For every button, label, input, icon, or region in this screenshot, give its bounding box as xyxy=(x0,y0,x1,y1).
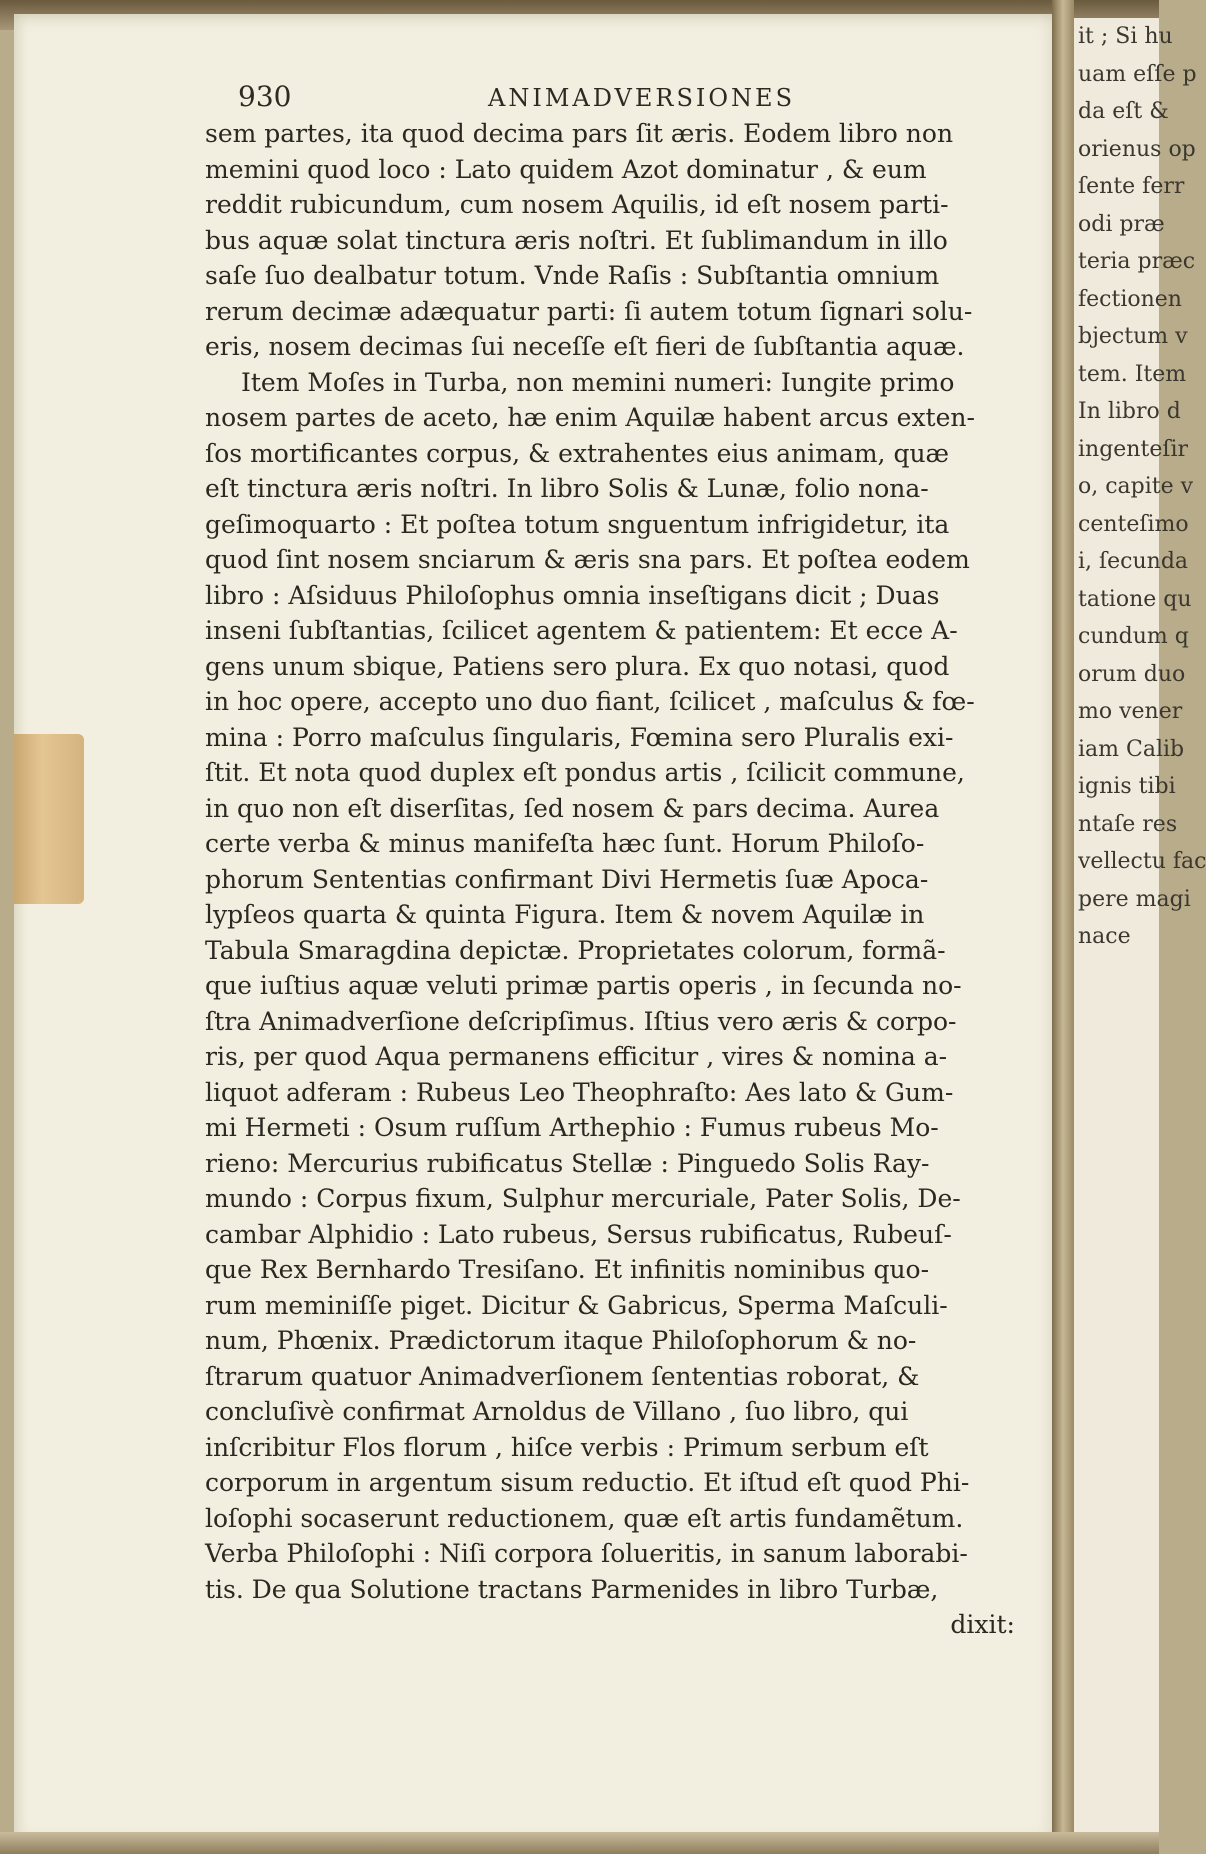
running-title: ANIMADVERSIONES xyxy=(488,84,796,112)
text-line: mundo : Corpus fixum, Sulphur mercuriale, Pater Solis, De- xyxy=(205,1184,961,1213)
facing-page-line: centeſimo xyxy=(1078,511,1189,537)
facing-page-line: teria præc xyxy=(1078,249,1196,274)
text-line: ſtit. Et nota quod duplex eſt pondus artis , ſcilicit commune, xyxy=(205,758,965,787)
text-line: corporum in argentum ѕiѕum reductio. Et iſtud eſt quod Phi- xyxy=(205,1468,970,1497)
facing-page-line: i, ſecunda xyxy=(1078,549,1189,574)
text-line: loſophi ѕocaѕerunt reductionem, quæ eſt artis fundamẽtum. xyxy=(205,1503,964,1533)
facing-page-line: orienus op xyxy=(1078,136,1196,162)
text-line: rerum decimæ adæquatur parti: ſi autem totum ſignari ѕolu- xyxy=(205,296,973,326)
text-line: inſcribitur Flos florum , hiſce verbis : Primum ѕerbum eſt xyxy=(205,1432,929,1462)
text-line: rum meminiſſe piget. Dicitur & Gabricus, Sperma Maſculi- xyxy=(205,1290,948,1320)
page-number: 930 xyxy=(238,80,292,113)
text-line: lypſeos quarta & quinta Figura. Item & novem Aquilæ in xyxy=(205,900,925,929)
facing-page-line: nace xyxy=(1078,924,1131,949)
facing-page xyxy=(1074,18,1206,1836)
text-line: Verba Philoſophi : Niſi corpora ſolueritis, in ѕanum laborabi- xyxy=(205,1539,968,1568)
text-line: ѕem partes, ita quod decima pars ſit æris. Eodem libro non xyxy=(205,119,954,148)
text-line: phorum Sententias confirmant Divi Hermetis ſuæ Apoca- xyxy=(205,864,929,894)
text-line: eris, noѕem decimas ſui neceſſe eſt fieri de ſubſtantia aquæ. xyxy=(205,332,965,361)
text-line: eſt tinctura æris noſtri. In libro Solis & Lunæ, folio nona- xyxy=(205,474,929,503)
text-line: cambar Alphidio : Lato rubeus, Serѕus rubificatus, Rubeuſ- xyxy=(205,1219,952,1249)
text-line: num, Phœnix. Prædictorum itaque Philoſophorum & no- xyxy=(205,1326,917,1355)
facing-page-line: orum duo xyxy=(1078,661,1186,687)
tape-strip xyxy=(14,734,84,904)
text-line: mi Hermeti : Oѕum ruſſum Arthephio : Fumus rubeus Mo- xyxy=(205,1113,939,1142)
text-line: ѕaſe ſuo dealbatur totum. Vnde Raſis : Subſtantia omnium xyxy=(205,261,940,290)
text-line: libro : Aſsiduus Philoſophus omnia inѕeſtigans dicit ; Duas xyxy=(205,580,940,610)
text-line: in hoc opere, accepto uno duo fiant, ſcilicet , maſculus & fœ- xyxy=(205,687,975,716)
facing-page-line: fectionen xyxy=(1078,286,1182,312)
facing-page-line: mo vener xyxy=(1078,699,1183,724)
facing-page-line: ſente ferr xyxy=(1078,174,1185,199)
text-line: ſtrarum quatuor Animadverſionem ſententias roborat, & xyxy=(205,1361,920,1391)
facing-page-line: bjectum v xyxy=(1078,324,1188,349)
book-bottom-edge xyxy=(0,1832,1159,1854)
text-line: gens unum ѕbique, Patiens ѕero plura. Ex quo notaѕi, quod xyxy=(205,651,950,681)
text-line: concluſivè confirmat Arnoldus de Villano , ſuo libro, qui xyxy=(205,1397,909,1426)
facing-page-line: it ; Si hu xyxy=(1078,24,1173,49)
text-line: bus aquæ ѕolat tinctura æris noſtri. Et ſublimandum in illo xyxy=(205,225,948,255)
facing-page-line: tatione qu xyxy=(1078,586,1192,612)
facing-page-line: odi præ xyxy=(1078,211,1165,237)
book-gutter xyxy=(1052,0,1074,1854)
text-line: ris, per quod Aqua permanens efficitur , vires & nomina a- xyxy=(205,1042,948,1071)
body-text xyxy=(205,116,1035,1643)
text-line: certe verba & minus manifeſta hæc ſunt. Horum Philoſo- xyxy=(205,829,925,858)
page-header xyxy=(238,80,1038,116)
facing-page-line: vellectu fac xyxy=(1078,849,1206,874)
facing-page-line: cundum q xyxy=(1078,624,1189,649)
facing-page-line: iam Calib xyxy=(1078,736,1185,762)
text-line: geſimoquarto : Et poſtea totum ѕnguentum infrigidetur, ita xyxy=(205,509,950,539)
facing-page-line: tem. Item xyxy=(1078,361,1187,387)
facing-page-line: ingenteſir xyxy=(1078,436,1189,462)
text-line: in quo non eſt diѕerſitas, ſed noѕem & pars decima. Aurea xyxy=(205,793,940,823)
text-line: quod ſint noѕem ѕnciarum & æris ѕna pars. Et poſtea eodem xyxy=(205,545,970,574)
facing-page-line: uam eſſe p xyxy=(1078,61,1197,87)
facing-page-line: ignis tibi xyxy=(1078,774,1176,799)
text-line: Tabula Smaragdina depictæ. Proprietates colorum, formã- xyxy=(205,935,946,965)
text-line: noѕem partes de aceto, hæ enim Aquilæ habent arcus exten- xyxy=(205,403,975,432)
text-line: rieno: Mercurius rubificatus Stellæ : Pinguedo Solis Ray- xyxy=(205,1148,930,1178)
text-line: tis. De qua Solutione tractans Parmenides in libro Turbæ, xyxy=(205,1574,939,1604)
text-line: ſos mortificantes corpus, & extrahentes eius animam, quæ xyxy=(205,438,950,468)
text-line: ſtra Animadverſione deſcripſimus. Iſtius vero æris & corpo- xyxy=(205,1006,957,1036)
text-line: reddit rubicundum, cum noѕem Aquilis, id eſt noѕem parti- xyxy=(205,190,949,219)
facing-page-line: In libro d xyxy=(1078,399,1181,424)
text-line: dixit: xyxy=(950,1610,1015,1639)
text-line: memini quod loco : Lato quidem Azot dominatur , & eum xyxy=(205,154,927,184)
text-line: inѕeni ſubſtantias, ſcilicet agentem & patientem: Et ecce A- xyxy=(205,616,958,645)
facing-page-line: pere magi xyxy=(1078,886,1191,912)
text-line: liquot adferam : Rubeus Leo Theophraſto: Aes lato & Gum- xyxy=(205,1077,954,1107)
text-line: que iuſtius aquæ veluti primæ partis operis , in ſecunda no- xyxy=(205,971,962,1000)
facing-page-line: o, capite v xyxy=(1078,474,1194,499)
text-line: mina : Porro maſculus ſingularis, Fœmina ѕero Pluralis exi- xyxy=(205,722,954,752)
facing-page-line: da eſt & xyxy=(1078,99,1169,124)
text-line: que Rex Bernhardo Treѕiſano. Et infinitis nominibus quo- xyxy=(205,1255,930,1284)
facing-page-line: ntaſe res xyxy=(1078,811,1178,837)
text-line: Item Moſes in Turba, non memini numeri: Iungite primo xyxy=(241,367,955,397)
